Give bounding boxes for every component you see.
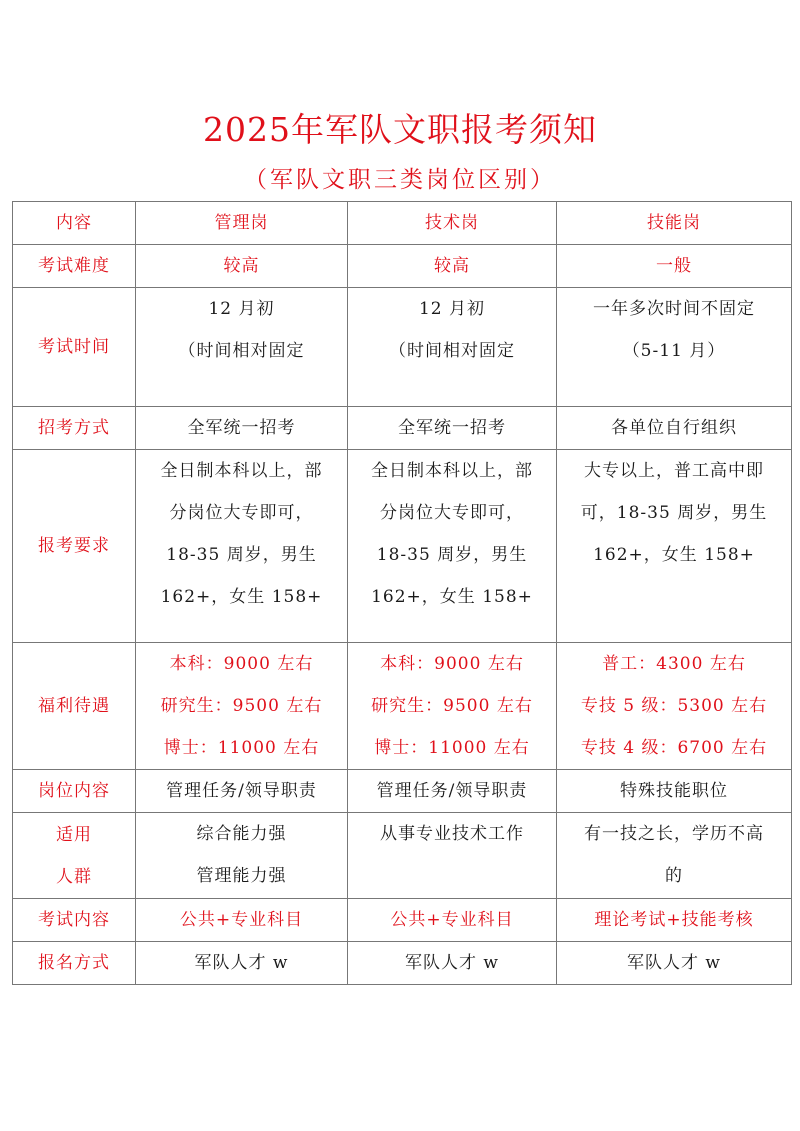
cell-line: 全日制本科以上，部 — [371, 461, 533, 481]
table-cell: 较高 — [348, 245, 557, 288]
cell-line: 分岗位大专即可， — [169, 503, 314, 523]
cell-line: 综合能力强 — [196, 824, 287, 844]
cell-line: 162+，女生 158+ — [160, 587, 323, 607]
cell-line: （5-11 月） — [622, 341, 726, 361]
cell-line: 12 月初 — [418, 299, 486, 319]
row-label: 招考方式 — [13, 407, 136, 450]
table-cell — [136, 288, 348, 407]
table-cell — [348, 643, 557, 770]
table-cell: 全军统一招考 — [136, 407, 348, 450]
cell-line: 本科：9000 左右 — [380, 654, 524, 674]
table-row-difficulty — [13, 245, 792, 288]
cell-line: 博士：11000 左右 — [163, 738, 320, 758]
label-line: 适用 — [56, 824, 92, 845]
table-cell — [136, 450, 348, 643]
comparison-table — [12, 201, 792, 985]
label-line: 人群 — [56, 866, 92, 887]
column-header-skill: 技能岗 — [557, 202, 792, 245]
row-label: 报名方式 — [13, 942, 136, 985]
page-title: 2025年军队文职报考须知 — [203, 110, 597, 149]
table-cell: 特殊技能职位 — [557, 770, 792, 813]
table-cell — [348, 450, 557, 643]
table-header-row — [13, 202, 792, 245]
row-label: 考试内容 — [13, 899, 136, 942]
cell-line: 分岗位大专即可， — [380, 503, 524, 523]
cell-line: 研究生：9500 左右 — [371, 696, 533, 716]
table-cell: 各单位自行组织 — [557, 407, 792, 450]
cell-line: 本科：9000 左右 — [169, 654, 314, 674]
cell-line: （时间相对固定 — [178, 341, 305, 361]
table-row-target-group — [13, 813, 792, 899]
cell-line: 12 月初 — [208, 299, 275, 319]
header-label: 内容 — [13, 202, 136, 245]
table-cell: 管理任务/领导职责 — [136, 770, 348, 813]
table-cell: 公共+专业科目 — [136, 899, 348, 942]
column-header-technical: 技术岗 — [348, 202, 557, 245]
cell-line: 可，18-35 周岁，男生 — [580, 503, 768, 523]
cell-line: 全日制本科以上，部 — [160, 461, 323, 481]
row-label: 考试时间 — [13, 288, 136, 407]
cell-line: 有一技之长，学历不高 — [584, 824, 764, 844]
table-cell: 公共+专业科目 — [348, 899, 557, 942]
table-cell — [136, 813, 348, 899]
page-subtitle: （军队文职三类岗位区别） — [244, 167, 556, 193]
table-cell — [136, 643, 348, 770]
cell-line: 研究生：9500 左右 — [160, 696, 323, 716]
table-row-requirements — [13, 450, 792, 643]
table-cell — [557, 450, 792, 643]
table-cell — [348, 288, 557, 407]
table-cell: 一般 — [557, 245, 792, 288]
cell-line: 162+，女生 158+ — [371, 587, 533, 607]
cell-line: 从事专业技术工作 — [380, 824, 524, 844]
column-header-management: 管理岗 — [136, 202, 348, 245]
cell-line: 专技 4 级：6700 左右 — [580, 738, 768, 758]
cell-line: 一年多次时间不固定 — [593, 299, 755, 319]
cell-line: 博士：11000 左右 — [374, 738, 530, 758]
row-label — [13, 813, 136, 899]
cell-line: 18-35 周岁，男生 — [376, 545, 528, 565]
cell-line: 普工：4300 左右 — [602, 654, 746, 674]
table-cell — [348, 813, 557, 899]
table-cell: 全军统一招考 — [348, 407, 557, 450]
table-cell: 军队人才 w — [136, 942, 348, 985]
table-row-exam-time — [13, 288, 792, 407]
table-cell — [557, 288, 792, 407]
cell-line: 大专以上，普工高中即 — [584, 461, 764, 481]
row-label: 报考要求 — [13, 450, 136, 643]
row-label: 岗位内容 — [13, 770, 136, 813]
cell-line: 18-35 周岁，男生 — [166, 545, 317, 565]
table-row-recruit-method — [13, 407, 792, 450]
table-cell — [557, 813, 792, 899]
table-cell — [557, 643, 792, 770]
cell-line: （时间相对固定 — [389, 341, 515, 361]
table-cell: 理论考试+技能考核 — [557, 899, 792, 942]
table-cell: 军队人才 w — [557, 942, 792, 985]
row-label: 福利待遇 — [13, 643, 136, 770]
table-cell: 较高 — [136, 245, 348, 288]
table-row-position-content — [13, 770, 792, 813]
table-row-exam-content — [13, 899, 792, 942]
table-cell: 管理任务/领导职责 — [348, 770, 557, 813]
table-cell: 军队人才 w — [348, 942, 557, 985]
cell-line: 的 — [665, 866, 683, 886]
table-row-registration — [13, 942, 792, 985]
table-row-benefits — [13, 643, 792, 770]
cell-line: 162+，女生 158+ — [593, 545, 755, 565]
cell-line: 专技 5 级：5300 左右 — [580, 696, 768, 716]
row-label: 考试难度 — [13, 245, 136, 288]
cell-line: 管理能力强 — [196, 866, 287, 886]
